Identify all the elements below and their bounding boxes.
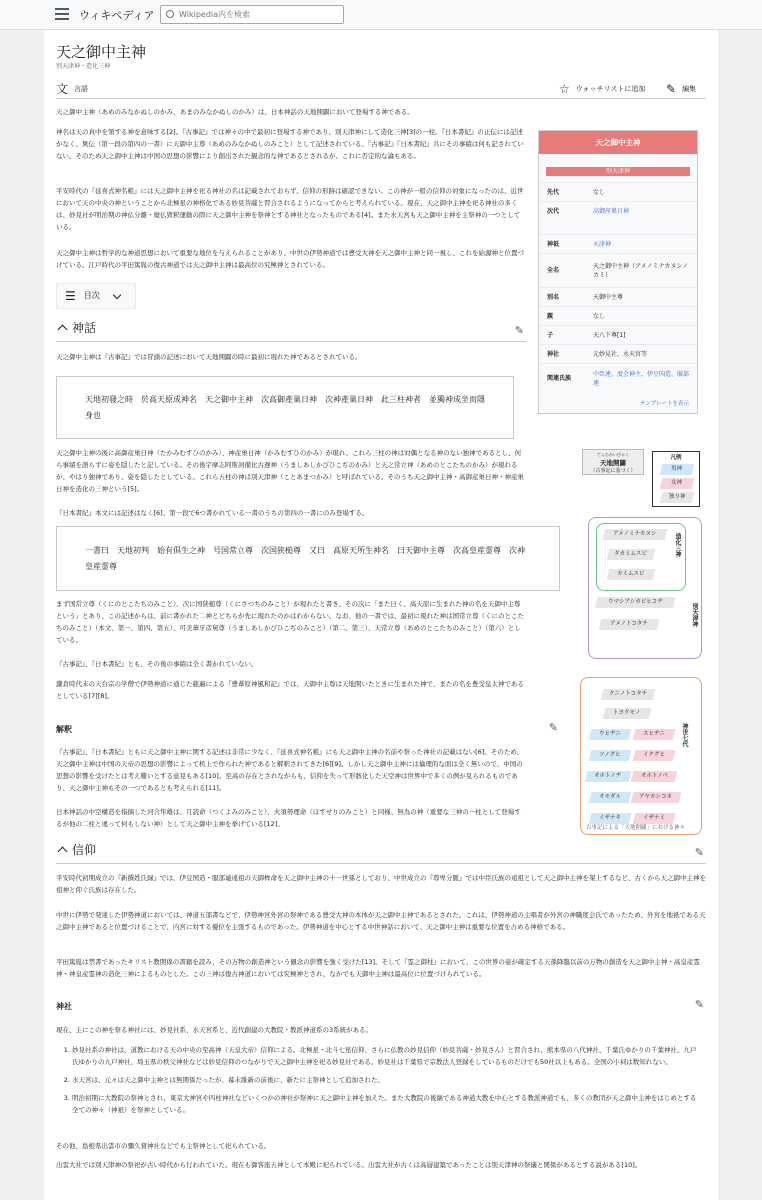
legend-male: 男神	[660, 464, 695, 475]
deity-node: タカミムスビ	[607, 549, 656, 560]
list-icon: ☰	[65, 289, 76, 303]
lead-paragraph-2: 神名は天の真中を領する神を意味する[2]。『古事記』では神々の中で最初に登場する神であり、別天津神にして造化三神[3]の一柱。『日本書紀』の正伝には記述がなく、異伝（第一段の第四の一書）に天御中主尊（あめのみなかぬしのみこと）として記述されている。『古事記』『日本書紀』共にその事績は何も記されていない。そのため天之御中主神は中国の思想の影響により創出された観念的な神であるとされるが、これに否定的な論もある。	[56, 128, 524, 160]
infobox-row: 全名 天之御中主神（アメノミナカヌシノカミ）	[539, 253, 697, 287]
deity-node: カミムスビ	[607, 569, 656, 580]
infobox-subtitle[interactable]: 別天津神	[546, 167, 690, 176]
chevron-down-icon	[113, 290, 121, 298]
faith-paragraph-1: 平安時代初期成立の『新撰姓氏録』では、伊豆国造・服部連遠祖の天御桙命を天之御中主神の十一世孫としており、中世成立の『尊卑分脈』では中臣氏族の遠祖として天之御中主神を架上するなど、古くから天之御中主神を祖神と仰ぐ氏族は存在した。	[56, 874, 706, 894]
shrine-intro: 現在、主にこの神を祭る神社には、妙見社系、水天宮系と、近代創建の大教院・教派神道系の3系統がある。	[56, 1026, 373, 1034]
chevron-up-icon	[58, 847, 68, 857]
edit-section-icon[interactable]: ✎	[514, 324, 524, 337]
edit-section-icon[interactable]: ✎	[548, 721, 558, 734]
deity-node-male: オホトノヂ	[585, 771, 632, 782]
analysis-paragraph-1: 『古事記』、『日本書紀』ともに天之御中主神に関する記述は非常に少なく、『延喜式神名帳』にも天之御中主神の名前や祭った神社の記載はない[6]。そのため、天之御中主神は中国の天帝の思想の影響によって机上で作られた神であると解釈されてきた[6][9]。しかし天之御中主神には倫理的な面は全く無いので、中国の思想の影響を受けたとは考え難いとする意見もある[10]。至高の存在とされながらも、信仰を失って形骸化した天空神は世界中で多くの例が見られるものであり、天之御中主神もその一つであるとも考えられる[11]。	[56, 748, 524, 792]
infobox	[538, 130, 698, 414]
edit-section-icon[interactable]: ✎	[694, 998, 704, 1011]
deity-node-male: イザナキ	[589, 813, 632, 824]
infobox-row: 子 天八下尊[1]	[539, 325, 697, 344]
infobox-row: 神社 元妙見社、水天宮等	[539, 344, 697, 363]
edit-section-icon[interactable]: ✎	[694, 846, 704, 859]
subsection-heading-analysis: 解釈 ✎	[56, 721, 558, 734]
infobox-row: 神祇 天津神	[539, 234, 697, 253]
diagram-legend: 凡例 男神 女神 独り神	[652, 451, 700, 507]
menu-icon[interactable]	[55, 8, 69, 20]
site-logo[interactable]: ウィキペディア	[79, 9, 155, 22]
deity-node: アメノトコタチ	[599, 619, 660, 630]
deity-node-female: オホトノベ	[631, 771, 678, 782]
list-item: 1. 妙見社系の神社は、道教における天の中央の至高神（天皇大帝）信仰による。北極星・北斗七星信仰、さらに仏教の妙見信仰（妙見菩薩・妙見さん）と習合され、熊本県の八代神社、千葉氏ゆかりの千葉神社、九戸氏ゆかりの九戸神社、埼玉県の秩父神社などは妙見信仰のつながりで天之御中主神を祀る妙見社である。妙見社は千葉県で宗教法人登録をしているものだけでも50社以上もある。全国の小祠は数知れない。	[72, 1044, 702, 1068]
group3-label: 神世七代	[681, 723, 688, 747]
legend-single: 独り神	[660, 492, 695, 503]
page-subtitle: 別天津神・造化三神	[56, 63, 111, 70]
lead-paragraph-3: 平安時代の『延喜式神名帳』には天之御中主神を祀る神社の名は記載されておらず、信仰の形跡は確認できない。この神が一般の信仰の対象になったのは、近世において天の中央の神ということから北極星の神格化である妙見菩薩と習合されるようになってからと考えられている。現在、天之御中主神を祀る神社の多くは、妙見社が明治期の神仏分離・廃仏毀釈運動の際に天之御中主神を祭神とする神社となったものである[4]。また水天宮も天之御中主神を主祭神の一つとしている。	[56, 187, 524, 231]
deity-node: ウマシアシカビヒコヂ	[595, 597, 676, 608]
search-icon	[166, 10, 174, 18]
myth-paragraph-6: 鎌倉時代末の天台宗の学僧で伊勢神道に通じた慈遍による『豊葦原神風和記』では、天御中主尊は天地開いたときに生まれた神で、またの名を豊受皇太神であるとしている[7][8]。	[56, 680, 524, 700]
infobox-row: 関連氏族 中臣連、度会神主、伊豆国造、服部連	[539, 363, 697, 393]
article-page	[44, 30, 718, 1200]
infobox-title: 天之御中主神	[539, 131, 697, 154]
myth-paragraph-5: 『古事記』、『日本書紀』とも、その後の事績は全く書かれていない。	[56, 660, 258, 668]
infobox-row: 親 なし	[539, 306, 697, 325]
deity-node-male: オモダル	[589, 792, 632, 803]
toc-button[interactable]: ☰ 目次	[56, 283, 136, 309]
kojiki-quote: 天地初發之時 於高天原成神名 天之御中主神 次高御產巢日神 次神產巢日神 此三柱神者 並獨神成坐而隱身也	[56, 376, 514, 439]
page-title: 天之御中主神	[56, 43, 147, 61]
article-tabs	[56, 77, 706, 99]
deity-node-female: イクグヒ	[633, 750, 676, 761]
myth-paragraph-3: 『日本書紀』本文には記述はなく[6]、第一段で6つ書かれている一書のうちの第四の一書にのみ登場する。	[56, 509, 369, 517]
deity-node-female: スヒヂニ	[633, 729, 676, 740]
search-box[interactable]	[160, 5, 344, 24]
myth-intro: 天之御中主神は『古事記』では冒頭の記述において天地開闢の時に最初に現れた神であるとされている。	[56, 353, 362, 361]
shrine-paragraph-last: 出雲大社では別天津神の祭祀が古い時代から行われていた。現在も御客座五神として本殿に祀られている。出雲大社が古くは高層建築であったことは別天津神の祭儀と関係があるとする説がある[10]。	[56, 1161, 642, 1169]
myth-paragraph-2: 天之御中主神の後に高御産巣日神（たかみむすひのかみ）、神産巣日神（かみむすひのかみ）が現れ、これら三柱の神は対偶となる神のない独神であるとし、何ら事績を語らずに姿を隠したと記している。その後宇摩志阿斯訶備比古遅神（うましあしかびひこぢのかみ）と天之常立神（あめのとこたちのかみ）が現れるが、やはり独神であり、姿を隠したとしている。これら五柱の神は別天津神（ことあまつかみ）と呼ばれている。そのうち天之御中主神・高御産巣日神・神産巣日神を造化の三神という[5]。	[56, 449, 524, 493]
deity-node: クニノトコタチ	[601, 689, 656, 700]
search-input[interactable]	[179, 8, 339, 21]
shrine-list	[72, 1044, 702, 1122]
infobox-row: 次代 高御産巣日神	[539, 201, 697, 220]
edit-button[interactable]: ✎ 編集	[666, 82, 697, 96]
faith-paragraph-3: 平田篤胤は禁書であったキリスト教関係の書籍を読み、その万物の創造神という観念の影響を強く受けた[13]。そして『霊之御柱』において、この世界の姿が確定する天孫降臨以前の万物の創造を天之御中主神・高皇産霊神・神皇産霊神の造化三神によるものとした。この三神は復古神道においては究極神とされ、なかでも天御中主神は最高位に位置づけられている。	[56, 958, 700, 978]
infobox-row: 先代 なし	[539, 182, 697, 201]
chevron-up-icon	[58, 325, 68, 335]
watchlist-button[interactable]: ☆ ウォッチリストに追加	[559, 82, 646, 96]
myth-paragraph-4: まず国常立尊（くにのとこたちのみこと）、次に国狭槌尊（くにさつちのみこと）が現れたと書き、その次に「また曰く、高天原に生まれた神の名を天御中主尊という」とあり、この記述からは、前に書かれた二神とどちらが先に現れたのかはわからない。なお、他の一書では、最初に現れた神は国常立尊（くにのとこたちのみこと）（本文、第一、第四、第五）、可美葦牙彦舅尊（うましあしかびひこぢのみこと）（第二、第三）、天常立尊（あめのとこたちのみこと）（第六）としている。	[56, 600, 524, 644]
legend-female: 女神	[660, 478, 695, 489]
diagram-caption: 古事記による「天地開闢」における神々	[586, 825, 686, 831]
faith-paragraph-2: 中世に伊勢で発達した伊勢神道においては、神道五部書などで、伊勢神宮外宮の祭神である豊受大神の本体が天之御中主神であるとされた。これは、伊勢神道の主唱者が外宮の神職度会氏であったため、外宮を地祇である天之御中主神であると位置づけることで、内宮に対する優位を主張するものであった。伊勢神道を中心とする中世神話において、天之御中主神は重要な位置を占める神格である。	[56, 911, 706, 931]
group2-label: 別天津神	[691, 603, 698, 627]
template-link[interactable]: テンプレートを表示	[639, 401, 689, 407]
section-heading-myth[interactable]: 神話 ✎	[56, 322, 526, 342]
group1-label: 造化三神	[674, 533, 681, 557]
deity-node: トヨクモノ	[603, 708, 652, 719]
deity-node-female: イザナミ	[633, 813, 676, 824]
star-icon: ☆	[559, 82, 570, 96]
analysis-paragraph-2: 日本神話の中空構造を指摘した河合隼雄は、月読命（つくよみのみこと）、火須勢理命（ほすせりのみこと）と同様、無為の神（重要な三神の一柱として登場するが他の二柱と違って何もしない神）として天之御中主神を挙げている[12]。	[56, 808, 521, 828]
language-icon: 文	[56, 82, 69, 96]
infobox-row: 別名 天御中主尊	[539, 287, 697, 306]
lead-paragraph-1: 天之御中主神（あめのみなかぬしのかみ、あまのみなかぬしのかみ）は、日本神話の天地開闢において登場する神である。	[56, 108, 414, 116]
shrine-paragraph-after: その他、島根県出雲市の彌久賀神社などでも主祭神として祀られている。	[56, 1142, 271, 1150]
languages-button[interactable]: 文 言語	[56, 82, 89, 96]
lead-paragraph-4: 天之御中主神は哲学的な神道思想において重要な地位を与えられることがあり、中世の伊勢神道では豊受大神を天之御中主神と同一視し、これを始源神と位置づけている。江戸時代の平田篤胤の復古神道では天之御中主神は最高位の究極神とされている。	[56, 249, 524, 269]
nihonshoki-quote: 一書曰 天地初判 始有俱生之神 号国常立尊 次国狭槌尊 又曰 高原天所生神名 曰天御中主尊 次高皇産霊尊 次神皇産霊尊	[56, 526, 560, 591]
section-heading-faith[interactable]: 信仰 ✎	[56, 844, 706, 864]
diagram-title-box: てんちかいびゃく 天地開闢 （古事記に基づく）	[582, 449, 644, 475]
pencil-icon: ✎	[666, 82, 677, 96]
deity-node: アメノミナカヌシ	[603, 529, 668, 540]
deity-node-female: アヤカシコネ	[631, 792, 682, 803]
top-bar	[0, 0, 762, 30]
list-item: 3. 明治初期に大教院の祭神とされ、東京大神宮や四柱神社などいくつかの神社が祭神に天之御中主神を加えた。また大教院の後継である神道大教を中心とする教派神道でも、多くの教団が天之御中主神をはじめとする全ての神々（神祇）を祭神としている。	[72, 1092, 702, 1116]
deity-node-male: ウヒヂニ	[589, 729, 632, 740]
deity-node-male: ツノグヒ	[589, 750, 632, 761]
list-item: 2. 水天宮は、元々は天之御中主神とは無関係だったが、幕末維新の前後に、新たに主祭神として追加された。	[72, 1074, 702, 1086]
genealogy-diagram	[572, 443, 706, 833]
subsection-heading-shrine: 神社 ✎	[56, 998, 704, 1011]
